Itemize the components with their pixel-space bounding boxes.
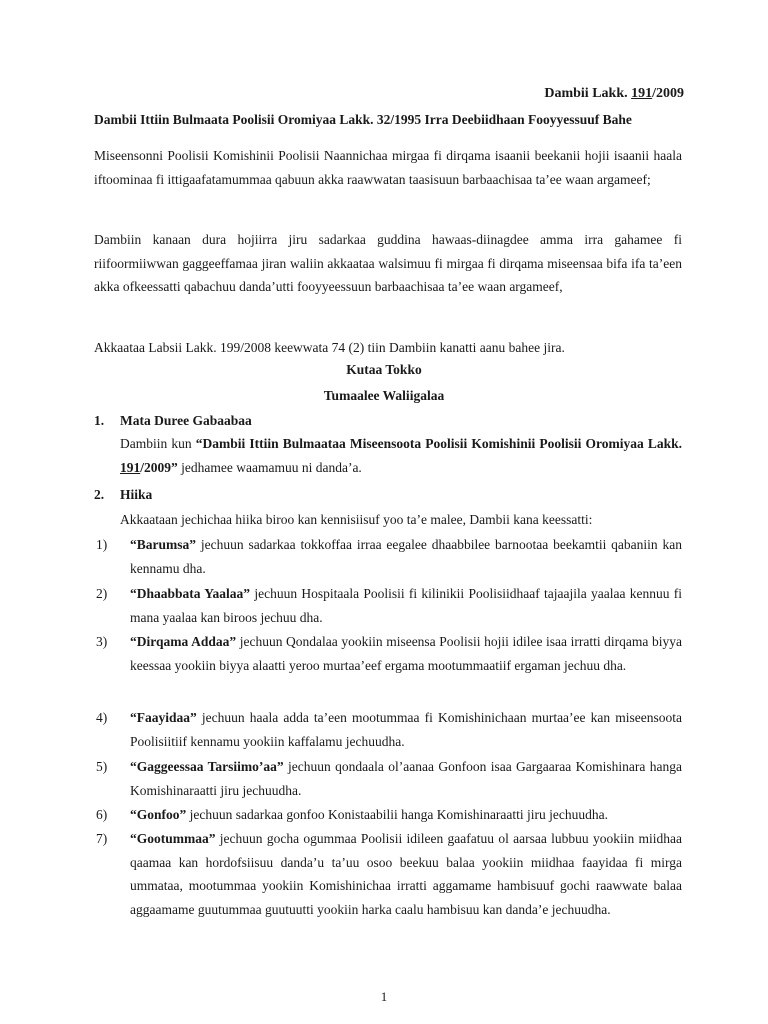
item-index: 6)	[96, 807, 108, 822]
section-2-intro: Akkaataan jechichaa hiika biroo kan kennisiisuf yoo ta’e malee, Dambii kana keessatti:	[120, 512, 593, 527]
regulation-name-part1: “Dambii Ittiin Bulmaataa Miseensoota Poolisii Komishinii Poolisii Oromiyaa Lakk.	[195, 436, 682, 451]
item-term: “Faayidaa”	[130, 710, 197, 725]
item-text: jechuun haala adda ta’een mootummaa fi Komishinichaan murtaa’ee kan miseensoota Poolisiitiif kennamu yookiin kaffalamu jechuudha.	[130, 710, 682, 749]
part-title: Kutaa Tokko	[346, 362, 422, 377]
item-term: “Dirqama Addaa”	[130, 634, 237, 649]
ref-number: 191	[631, 86, 653, 101]
item-text: jechuun qondaala ol’aanaa Gonfoon isaa Gargaaraa Komishinara hanga Komishinaraatti jiru jechuudha.	[130, 759, 682, 798]
item-text: jechuun sadarkaa tokkoffaa irraa eegalee dhaabbilee barnootaa beekamtii qabaniin kan kennamu dha.	[130, 537, 682, 576]
item-term: “Gonfoo”	[130, 807, 187, 822]
definition-item	[96, 803, 682, 827]
page-number: 1	[380, 989, 388, 1004]
item-term: “Dhaabbata Yaalaa”	[130, 586, 251, 601]
section-1-title: Mata Duree Gabaabaa	[120, 413, 252, 428]
item-index: 7)	[96, 831, 108, 846]
item-index: 1)	[96, 537, 108, 552]
definition-item	[96, 827, 682, 921]
item-index: 2)	[96, 586, 108, 601]
item-term: “Gootummaa”	[130, 831, 216, 846]
section-1-text	[120, 432, 682, 479]
item-index: 3)	[96, 634, 108, 649]
part-subtitle: Tumaalee Waliigalaa	[323, 388, 445, 403]
preamble-paragraph-2: Dambiin kanaan dura hojiirra jiru sadarkaa guddina hawaas-diinagdee amma irra gahamee fi riifoormiiwwan gaggeeffamaa jiran waliin akkaataa walsimuu fi mirgaa fi dirqama miseensaa bifa ifa ta’een akka ofkeessatti qabachuu danda’utti fooyyeessuun barbaachisaa ta’ee waan argameef,	[94, 232, 682, 294]
section-2-title: Hiika	[120, 487, 153, 502]
item-term: “Gaggeessaa Tarsiimo’aa”	[130, 759, 284, 774]
item-text: jechuun Hospitaala Poolisii fi kilinikii Poolisiidhaaf tajaajila yaalaa kennuu fi mana yaalaa kan biroos jechuu dha.	[130, 586, 682, 625]
section-2-number: 2.	[94, 487, 105, 502]
item-text: jechuun Qondalaa yookiin miseensa Poolisii hojii idilee isaa irratti dirqama biyya keessaa yookiin biyya alaatti yeroo murtaa’eef ergama mootummaatiif ergaman jechuu dha.	[130, 634, 682, 673]
document-reference	[544, 86, 684, 102]
item-index: 5)	[96, 759, 108, 774]
regulation-number: 191	[120, 459, 141, 475]
definition-item	[96, 582, 682, 629]
item-text: jechuun gocha ogummaa Poolisii idileen gaafatuu ol aarsaa lubbuu yookiin miidhaa qaamaa kan hordofsiisuu danda’u ta’uu osoo beekuu balaa yookiin miidhaa faayidaa fi mirga ummataa, mootummaa yookiin Komishinichaa irratti aggamame hambisuuf gochi raawwate balaa aggaamame guutummaa guutuutti yookiin harka caalu hambisuu kan danda’e jechuudha.	[130, 831, 682, 917]
section-1-number: 1.	[94, 413, 105, 428]
document-title: Dambii Ittiin Bulmaata Poolisii Oromiyaa Lakk. 32/1995 Irra Deebiidhaan Fooyyessuuf Bahe	[94, 112, 632, 127]
definition-item	[96, 755, 682, 802]
preamble-paragraph-1: Miseensonni Poolisii Komishinii Poolisii Naannichaa mirgaa fi dirqama isaanii beekanii hojii isaanii haala iftoominaa fi ittigaafatamummaa qabuun akka raawwatan taasisuun barbaachisaa ta’ee waan argameef;	[94, 148, 682, 187]
ref-prefix: Dambii Lakk.	[544, 86, 632, 101]
section-2-heading	[94, 487, 152, 503]
item-index: 4)	[96, 710, 108, 725]
definition-item	[96, 533, 682, 580]
regulation-name-part2: /2009”	[140, 459, 178, 475]
item-term: “Barumsa”	[130, 537, 197, 552]
item-text: jechuun sadarkaa gonfoo Konistaabilii hanga Komishinaraatti jiru jechuudha.	[186, 807, 609, 822]
definition-item	[96, 706, 682, 753]
section-1-text-suffix: jedhamee waamamuu ni danda’a.	[177, 459, 362, 475]
section-1-heading	[94, 413, 252, 429]
definition-item	[96, 630, 682, 677]
section-1-text-prefix: Dambiin kun	[120, 436, 196, 451]
preamble-paragraph-3: Akkaataa Labsii Lakk. 199/2008 keewwata 74 (2) tiin Dambiin kanatti aanu bahee jira.	[94, 340, 565, 355]
ref-suffix: /2009	[652, 86, 684, 101]
